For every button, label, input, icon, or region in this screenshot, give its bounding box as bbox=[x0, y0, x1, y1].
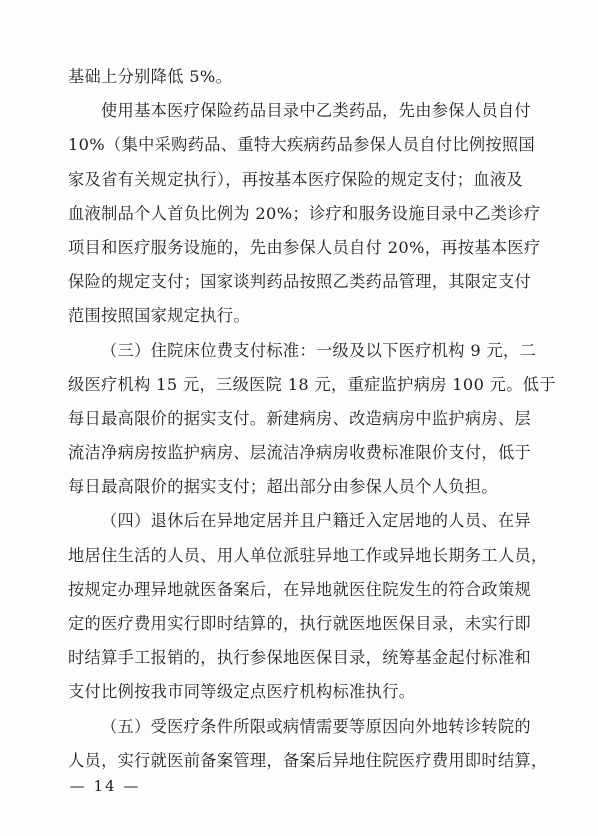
text-line: 地居住生活的人员、用人单位派驻异地工作或异地长期务工人员， bbox=[68, 545, 548, 565]
paragraph bbox=[68, 710, 546, 778]
text-line: 家及省有关规定执行），再按基本医疗保险的规定支付；血液及 bbox=[68, 169, 523, 189]
paragraph bbox=[68, 60, 546, 94]
text-line: （五）受医疗条件所限或病情需要等原因向外地转诊转院的 bbox=[101, 716, 531, 736]
text-line: 使用基本医疗保险药品目录中乙类药品，先由参保人员自付 bbox=[101, 101, 531, 121]
text-line: 定的医疗费用实行即时结算的，执行就医地医保目录，未实行即 bbox=[68, 614, 532, 633]
paragraph bbox=[68, 504, 546, 709]
text-line: （三）住院床位费支付标准：一级及以下医疗机构 9 元，二 bbox=[101, 340, 537, 360]
text-line: 每日最高限价的据实支付。新建病房、改造病房中监护病房、层 bbox=[68, 408, 532, 428]
paragraph bbox=[68, 94, 546, 333]
text-line: （四）退休后在异地定居并且户籍迁入定居地的人员、在异 bbox=[101, 511, 531, 531]
text-line: 保险的规定支付；国家谈判药品按照乙类药品管理，其限定支付 bbox=[68, 272, 532, 292]
text-line: 级医疗机构 15 元，三级医院 18 元，重症监护病房 100 元。低于 bbox=[68, 374, 556, 394]
text-line: 范围按照国家规定执行。 bbox=[68, 306, 250, 326]
text-line: 支付比例按我市同等级定点医疗机构标准执行。 bbox=[68, 682, 416, 702]
page-number: — 14 — bbox=[69, 777, 141, 795]
text-line: 每日最高限价的据实支付；超出部分由参保人员个人负担。 bbox=[68, 477, 498, 497]
text-line: 血液制品个人首负比例为 20%；诊疗和服务设施目录中乙类诊疗 bbox=[68, 203, 541, 223]
text-line: 按规定办理异地就医备案后，在异地就医住院发生的符合政策规 bbox=[68, 579, 532, 599]
body-text bbox=[68, 60, 556, 778]
text-line: 项目和医疗服务设施的，先由参保人员自付 20%，再按基本医疗 bbox=[68, 237, 541, 257]
text-line: 时结算手工报销的，执行参保地医保目录，统筹基金起付标准和 bbox=[68, 648, 532, 668]
paragraph bbox=[68, 334, 556, 505]
text-line: 10%（集中采购药品、重特大疾病药品参保人员自付比例按照国 bbox=[68, 135, 536, 155]
text-line: 基础上分别降低 5%。 bbox=[68, 67, 233, 86]
text-line: 人员，实行就医前备案管理，备案后异地住院医疗费用即时结算， bbox=[68, 750, 548, 770]
text-line: 流洁净病房按监护病房、层流洁净病房收费标准限价支付，低于 bbox=[68, 443, 532, 463]
